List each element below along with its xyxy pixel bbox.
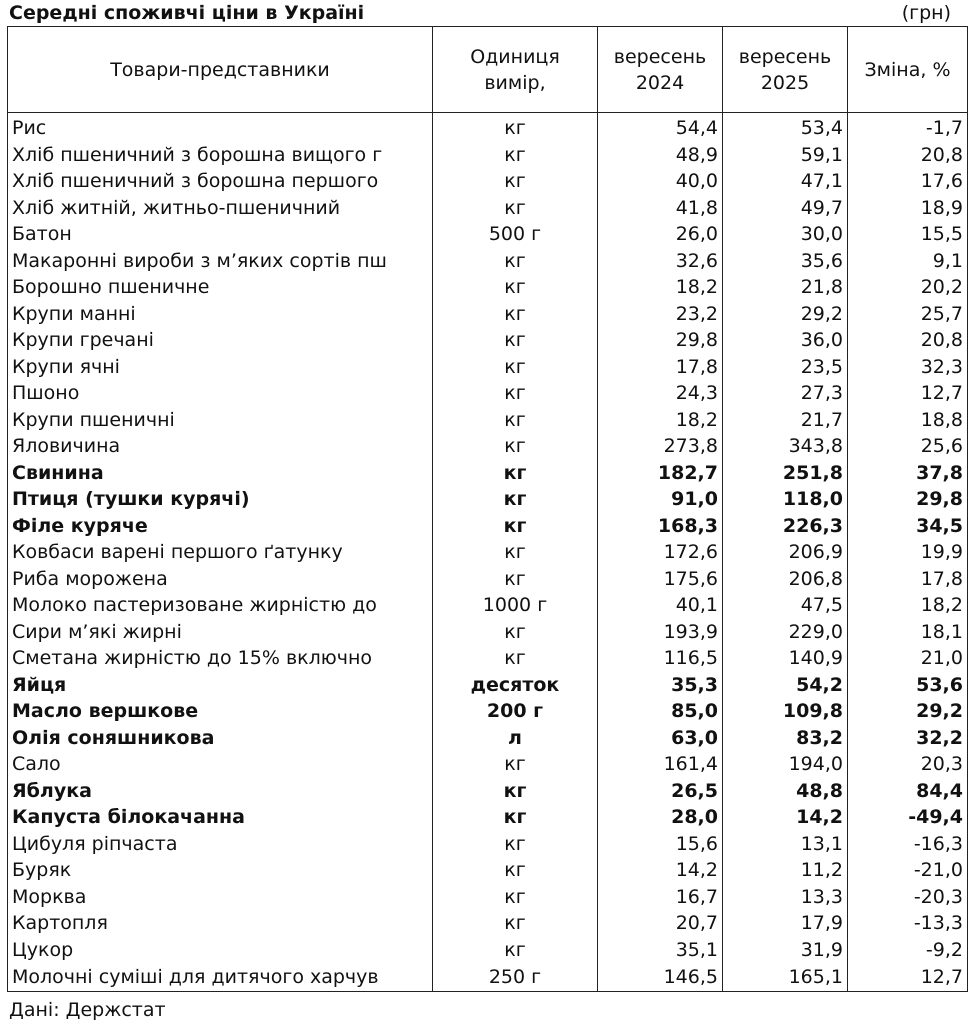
currency-note: (грн) [901,2,951,24]
unit-cell: 1000 г [433,592,598,619]
price-sep-2025-cell: 109,8 [723,698,848,725]
product-name-cell: Хліб пшеничний з борошна першого [8,168,433,195]
change-percent-cell: -13,3 [848,910,968,937]
change-percent-cell: -20,3 [848,884,968,911]
price-sep-2024-cell: 23,2 [598,301,723,328]
price-sep-2024-cell: 35,1 [598,937,723,964]
product-name-cell: Буряк [8,857,433,884]
table-row [8,486,968,513]
table-row [8,513,968,540]
product-name-cell: Масло вершкове [8,698,433,725]
table-row [8,672,968,699]
price-sep-2024-cell: 85,0 [598,698,723,725]
product-name-cell: Риба морожена [8,566,433,593]
price-sep-2025-cell: 343,8 [723,433,848,460]
change-percent-cell: 29,8 [848,486,968,513]
product-name-cell: Картопля [8,910,433,937]
table-row [8,113,968,142]
price-sep-2024-cell: 24,3 [598,380,723,407]
price-sep-2025-cell: 165,1 [723,963,848,992]
unit-cell: кг [433,566,598,593]
change-percent-cell: 18,1 [848,619,968,646]
price-sep-2024-cell: 54,4 [598,113,723,142]
price-sep-2025-cell: 59,1 [723,142,848,169]
price-sep-2024-cell: 35,3 [598,672,723,699]
price-sep-2025-cell: 21,7 [723,407,848,434]
table-row [8,168,968,195]
price-sep-2025-cell: 48,8 [723,778,848,805]
price-sep-2024-cell: 48,9 [598,142,723,169]
change-percent-cell: 20,2 [848,274,968,301]
title-row [0,0,973,26]
price-sep-2025-cell: 206,8 [723,566,848,593]
table-row [8,910,968,937]
change-percent-cell: 20,8 [848,327,968,354]
price-sep-2024-cell: 26,0 [598,221,723,248]
unit-cell: кг [433,751,598,778]
source-note: Дані: Держстат [9,999,166,1021]
product-name-cell: Хліб пшеничний з борошна вищого г [8,142,433,169]
price-sep-2025-cell: 49,7 [723,195,848,222]
table-row [8,354,968,381]
product-name-cell: Ковбаси варені першого ґатунку [8,539,433,566]
price-sep-2025-cell: 23,5 [723,354,848,381]
unit-cell: кг [433,248,598,275]
product-name-cell: Сметана жирністю до 15% включно [8,645,433,672]
header-product: Товари-представники [8,27,433,113]
change-percent-cell: 18,9 [848,195,968,222]
product-name-cell: Борошно пшеничне [8,274,433,301]
price-sep-2025-cell: 251,8 [723,460,848,487]
table-row [8,539,968,566]
price-sep-2025-cell: 47,1 [723,168,848,195]
price-sep-2025-cell: 53,4 [723,113,848,142]
product-name-cell: Крупи ячні [8,354,433,381]
table-row [8,619,968,646]
unit-cell: кг [433,778,598,805]
change-percent-cell: 12,7 [848,380,968,407]
change-percent-cell: 20,8 [848,142,968,169]
change-percent-cell: -21,0 [848,857,968,884]
table-row [8,142,968,169]
price-sep-2025-cell: 17,9 [723,910,848,937]
product-name-cell: Олія соняшникова [8,725,433,752]
price-sep-2024-cell: 15,6 [598,831,723,858]
price-sep-2025-cell: 140,9 [723,645,848,672]
table-row [8,433,968,460]
unit-cell: кг [433,937,598,964]
price-sep-2024-cell: 175,6 [598,566,723,593]
unit-cell: 250 г [433,963,598,992]
price-sep-2025-cell: 30,0 [723,221,848,248]
table-row [8,248,968,275]
table-row [8,195,968,222]
change-percent-cell: -9,2 [848,937,968,964]
price-sep-2025-cell: 21,8 [723,274,848,301]
change-percent-cell: -1,7 [848,113,968,142]
unit-cell: кг [433,301,598,328]
header-change: Зміна, % [848,27,968,113]
change-percent-cell: -16,3 [848,831,968,858]
header-sep-2025-line2: 2025 [760,71,810,94]
product-name-cell: Цибуля ріпчаста [8,831,433,858]
product-name-cell: Крупи манні [8,301,433,328]
unit-cell: кг [433,327,598,354]
product-name-cell: Макаронні вироби з м’яких сортів пш [8,248,433,275]
price-sep-2024-cell: 28,0 [598,804,723,831]
change-percent-cell: 19,9 [848,539,968,566]
product-name-cell: Сири м’які жирні [8,619,433,646]
price-sep-2025-cell: 54,2 [723,672,848,699]
product-name-cell: Цукор [8,937,433,964]
change-percent-cell: 34,5 [848,513,968,540]
product-name-cell: Рис [8,113,433,142]
header-unit [433,27,598,113]
unit-cell: 200 г [433,698,598,725]
price-sep-2025-cell: 13,1 [723,831,848,858]
product-name-cell: Філе куряче [8,513,433,540]
change-percent-cell: 84,4 [848,778,968,805]
change-percent-cell: 53,6 [848,672,968,699]
product-name-cell: Капуста білокачанна [8,804,433,831]
price-sep-2025-cell: 83,2 [723,725,848,752]
table-row [8,566,968,593]
unit-cell: кг [433,513,598,540]
product-name-cell: Морква [8,884,433,911]
unit-cell: кг [433,486,598,513]
price-sep-2025-cell: 36,0 [723,327,848,354]
table-row [8,645,968,672]
price-sep-2024-cell: 91,0 [598,486,723,513]
price-sep-2025-cell: 226,3 [723,513,848,540]
table-row [8,301,968,328]
change-percent-cell: 17,8 [848,566,968,593]
header-unit-line2: вимір, [484,71,546,94]
change-percent-cell: 29,2 [848,698,968,725]
product-name-cell: Хліб житній, житньо-пшеничний [8,195,433,222]
table-row [8,592,968,619]
table-row [8,751,968,778]
product-name-cell: Крупи гречані [8,327,433,354]
unit-cell: кг [433,539,598,566]
product-name-cell: Яйця [8,672,433,699]
unit-cell: кг [433,619,598,646]
product-name-cell: Яловичина [8,433,433,460]
price-sep-2024-cell: 17,8 [598,354,723,381]
unit-cell: 500 г [433,221,598,248]
table-row [8,831,968,858]
product-name-cell: Батон [8,221,433,248]
table-row [8,884,968,911]
unit-cell: кг [433,433,598,460]
change-percent-cell: 21,0 [848,645,968,672]
price-sep-2024-cell: 18,2 [598,274,723,301]
header-row [8,27,968,113]
price-sep-2024-cell: 168,3 [598,513,723,540]
unit-cell: кг [433,142,598,169]
header-unit-line1: Одиниця [470,45,560,68]
product-name-cell: Свинина [8,460,433,487]
price-sep-2025-cell: 11,2 [723,857,848,884]
price-sep-2024-cell: 41,8 [598,195,723,222]
price-sep-2024-cell: 32,6 [598,248,723,275]
table-row [8,327,968,354]
price-sep-2025-cell: 27,3 [723,380,848,407]
table-row [8,407,968,434]
price-sep-2025-cell: 14,2 [723,804,848,831]
unit-cell: л [433,725,598,752]
unit-cell: кг [433,857,598,884]
price-sep-2024-cell: 161,4 [598,751,723,778]
unit-cell: кг [433,884,598,911]
product-name-cell: Пшоно [8,380,433,407]
header-sep-2024-line1: вересень [613,45,707,68]
change-percent-cell: 18,2 [848,592,968,619]
price-sep-2024-cell: 40,0 [598,168,723,195]
price-sep-2024-cell: 29,8 [598,327,723,354]
change-percent-cell: 25,6 [848,433,968,460]
table-row [8,937,968,964]
price-sep-2025-cell: 31,9 [723,937,848,964]
price-sep-2025-cell: 194,0 [723,751,848,778]
table-row [8,804,968,831]
change-percent-cell: 37,8 [848,460,968,487]
table-row [8,380,968,407]
change-percent-cell: 25,7 [848,301,968,328]
unit-cell: кг [433,354,598,381]
table-title: Середні споживчі ціни в Україні [9,2,365,24]
price-table [7,26,968,992]
price-sep-2024-cell: 18,2 [598,407,723,434]
unit-cell: кг [433,380,598,407]
product-name-cell: Сало [8,751,433,778]
unit-cell: кг [433,460,598,487]
unit-cell: кг [433,804,598,831]
product-name-cell: Яблука [8,778,433,805]
unit-cell: десяток [433,672,598,699]
unit-cell: кг [433,195,598,222]
table-row [8,460,968,487]
price-sep-2025-cell: 29,2 [723,301,848,328]
table-row [8,274,968,301]
price-sep-2024-cell: 146,5 [598,963,723,992]
unit-cell: кг [433,274,598,301]
change-percent-cell: 18,8 [848,407,968,434]
table-row [8,963,968,992]
table-row [8,221,968,248]
price-sep-2025-cell: 206,9 [723,539,848,566]
product-name-cell: Птиця (тушки курячі) [8,486,433,513]
price-sep-2024-cell: 182,7 [598,460,723,487]
change-percent-cell: 12,7 [848,963,968,992]
change-percent-cell: 32,2 [848,725,968,752]
header-sep-2025 [723,27,848,113]
table-row [8,698,968,725]
unit-cell: кг [433,645,598,672]
change-percent-cell: 32,3 [848,354,968,381]
price-sep-2024-cell: 20,7 [598,910,723,937]
price-sep-2024-cell: 26,5 [598,778,723,805]
change-percent-cell: -49,4 [848,804,968,831]
unit-cell: кг [433,113,598,142]
price-sep-2024-cell: 16,7 [598,884,723,911]
change-percent-cell: 20,3 [848,751,968,778]
change-percent-cell: 17,6 [848,168,968,195]
product-name-cell: Молоко пастеризоване жирністю до [8,592,433,619]
price-sep-2024-cell: 273,8 [598,433,723,460]
product-name-cell: Крупи пшеничні [8,407,433,434]
price-sep-2025-cell: 35,6 [723,248,848,275]
header-sep-2025-line1: вересень [738,45,832,68]
unit-cell: кг [433,910,598,937]
price-sep-2024-cell: 63,0 [598,725,723,752]
price-sep-2025-cell: 118,0 [723,486,848,513]
header-sep-2024-line2: 2024 [635,71,685,94]
unit-cell: кг [433,831,598,858]
table-row [8,725,968,752]
table-row [8,778,968,805]
price-sep-2024-cell: 172,6 [598,539,723,566]
price-sep-2024-cell: 14,2 [598,857,723,884]
change-percent-cell: 15,5 [848,221,968,248]
product-name-cell: Молочні суміші для дитячого харчув [8,963,433,992]
change-percent-cell: 9,1 [848,248,968,275]
header-sep-2024 [598,27,723,113]
unit-cell: кг [433,168,598,195]
price-sep-2024-cell: 40,1 [598,592,723,619]
price-sep-2024-cell: 116,5 [598,645,723,672]
price-sep-2025-cell: 229,0 [723,619,848,646]
unit-cell: кг [433,407,598,434]
table-row [8,857,968,884]
table-body [8,113,968,992]
price-sep-2024-cell: 193,9 [598,619,723,646]
price-sep-2025-cell: 13,3 [723,884,848,911]
price-sep-2025-cell: 47,5 [723,592,848,619]
